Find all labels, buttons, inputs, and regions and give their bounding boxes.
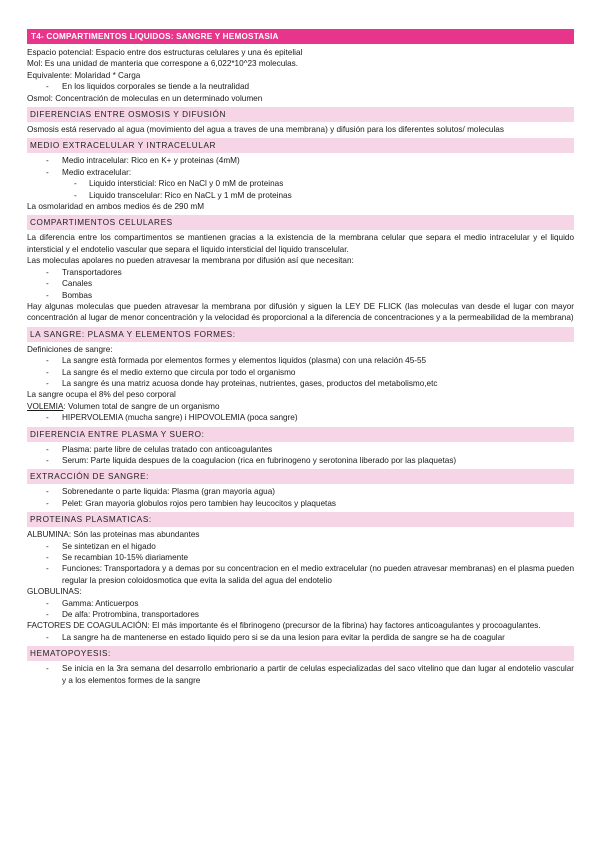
list-item: - Liquido transcelular: Rico en NaCL y 1 mM de proteinas bbox=[27, 190, 574, 201]
section-heading-hematopoyesis: HEMATOPOYESIS: bbox=[27, 646, 574, 661]
list-item: - En los liquidos corporales se tiende a la neutralidad bbox=[27, 81, 574, 92]
volemia-label: VOLEMIA bbox=[27, 401, 64, 411]
definiciones-list bbox=[27, 355, 574, 389]
list-item: - Gamma: Anticuerpos bbox=[27, 598, 574, 609]
list-item: - Sobrenedante o parte liquida: Plasma (gran mayoria agua) bbox=[27, 486, 574, 497]
flick-paragraph: Hay algunas moleculas que pueden atravesar la membrana por difusión y siguen la LEY DE FLICK (las moleculas van desde el lugar con mayor concentración al lugar de menor concentración y la velocidad és proporcional a la diferencia de concentraciones y a la permeabilidad de la membrana) bbox=[27, 301, 574, 323]
intro-mol: Mol: Es una unidad de manteria que correspone a 6,022*10^23 moleculas. bbox=[27, 59, 299, 69]
factores-list bbox=[27, 632, 574, 643]
list-item: - Medio extracelular: bbox=[27, 167, 574, 178]
peso-paragraph: La sangre ocupa el 8% del peso corporal bbox=[27, 390, 176, 400]
section-heading-compartimentos: COMPARTIMENTOS CELULARES bbox=[27, 215, 574, 230]
extraccion-list bbox=[27, 486, 574, 509]
section-heading-proteinas: PROTEINAS PLASMATICAS: bbox=[27, 512, 574, 527]
medio-list bbox=[27, 155, 574, 201]
section-heading-plasma-suero: DIFERENCIA ENTRE PLASMA Y SUERO: bbox=[27, 427, 574, 442]
section-heading-osmosis: DIFERENCIAS ENTRE OSMOSIS Y DIFUSIÓN bbox=[27, 107, 574, 122]
section-heading-sangre: LA SANGRE: PLASMA Y ELEMENTOS FORMES: bbox=[27, 327, 574, 342]
list-item: - De alfa: Protrombina, transportadores bbox=[27, 609, 574, 620]
list-item: - Se recambian 10-15% diariamente bbox=[27, 552, 574, 563]
volemia-list bbox=[27, 412, 574, 423]
list-item: - Pelet: Gran mayoria globulos rojos pero tambien hay leucocitos y plaquetas bbox=[27, 498, 574, 509]
albumina-paragraph: ALBUMINA: Són las proteinas mas abundantes bbox=[27, 530, 200, 540]
list-item: - Transportadores bbox=[27, 267, 574, 278]
list-item: - Serum: Parte liquida despues de la coagulacion (rica en fubrinogeno y serotonina liberado por las plaquetas) bbox=[27, 455, 574, 466]
list-item: - Medio intracelular: Rico en K+ y proteinas (4mM) bbox=[27, 155, 574, 166]
intro-list bbox=[27, 81, 574, 92]
intro-equivalente: Equivalente: Molaridad * Carga bbox=[27, 70, 141, 80]
section-heading-medio: MEDIO EXTRACELULAR Y INTRACELULAR bbox=[27, 138, 574, 153]
intro-espacio: Espacio potencial: Espacio entre dos estructuras celulares y una és epitelial bbox=[27, 48, 303, 57]
plasma-suero-list bbox=[27, 444, 574, 467]
apolares-list bbox=[27, 267, 574, 301]
compartimentos-paragraph: La diferencia entre los compartimentos se mantienen gracias a la existencia de la membrana celular que separa el medio intracelular y el liquido intersticial y el endotelio vascular que separa el liquido intersticial del liquido transcelular. bbox=[27, 233, 574, 254]
factores-paragraph: FACTORES DE COAGULACIÓN: El más importante és el fibrinogeno (precursor de la fibrina) hay factores anticoagulantes y procoagulantes. bbox=[27, 621, 541, 631]
definiciones-paragraph: Definiciones de sangre: bbox=[27, 344, 113, 354]
list-item: - HIPERVOLEMIA (mucha sangre) i HIPOVOLEMIA (poca sangre) bbox=[27, 412, 574, 423]
intro-osmol: Osmol: Concentración de moleculas en un determinado volumen bbox=[27, 93, 263, 103]
globulinas-paragraph: GLOBULINAS: bbox=[27, 587, 82, 597]
list-item: - La sangre està formada por elementos formes y elementos liquidos (plasma) con una relación 45-55 bbox=[27, 355, 574, 366]
document-title: T4- COMPARTIMENTOS LIQUIDOS: SANGRE Y HEMOSTASIA bbox=[27, 29, 574, 44]
volemia-text: : Volumen total de sangre de un organismo bbox=[63, 401, 220, 411]
hematopoyesis-list bbox=[27, 663, 574, 686]
osmosis-paragraph: Osmosis está reservado al agua (movimiento del agua a traves de una membrana) y difusión para los diferentes solutos/ moleculas bbox=[27, 125, 504, 135]
list-item: - Funciones: Transportadora y a demas por su concentracion en el medio extracelular (no pueden atravesar membranas) en el plasma pueden regular la presion coloidosmotica que evita la salida del agua del endotelio bbox=[27, 563, 574, 586]
list-item: - Se inicia en la 3ra semana del desarrollo embrionario a partir de celulas especializadas del saco vitelino que dan lugar al endotelio vascular y a los elementos formes de la sangre bbox=[27, 663, 574, 686]
list-item: - Canales bbox=[27, 278, 574, 289]
globulinas-list bbox=[27, 598, 574, 621]
list-item: - La sangre és el medio externo que circula por todo el organismo bbox=[27, 367, 574, 378]
albumina-list bbox=[27, 541, 574, 587]
list-item: - Bombas bbox=[27, 290, 574, 301]
list-item: - Plasma: parte libre de celulas tratado con anticoagulantes bbox=[27, 444, 574, 455]
document-content bbox=[27, 29, 574, 686]
list-item: - Se sintetizan en el higado bbox=[27, 541, 574, 552]
osmolaridad-paragraph: La osmolaridad en ambos medios és de 290 mM bbox=[27, 202, 205, 212]
volemia-paragraph bbox=[27, 401, 574, 412]
section-heading-extraccion: EXTRACCIÓN DE SANGRE: bbox=[27, 469, 574, 484]
list-item: - La sangre és una matriz acuosa donde hay proteinas, nutrientes, gases, productos del metabolismo,etc bbox=[27, 378, 574, 389]
apolares-paragraph: Las moleculas apolares no pueden atravesar la membrana por difusión así que necesitan: bbox=[27, 256, 354, 266]
list-item: - La sangre ha de mantenerse en estado liquido pero si se da una lesion para evitar la perdida de sangre se ha de coagular bbox=[27, 632, 574, 643]
list-item: - Liquido intersticial: Rico en NaCl y 0 mM de proteinas bbox=[27, 178, 574, 189]
